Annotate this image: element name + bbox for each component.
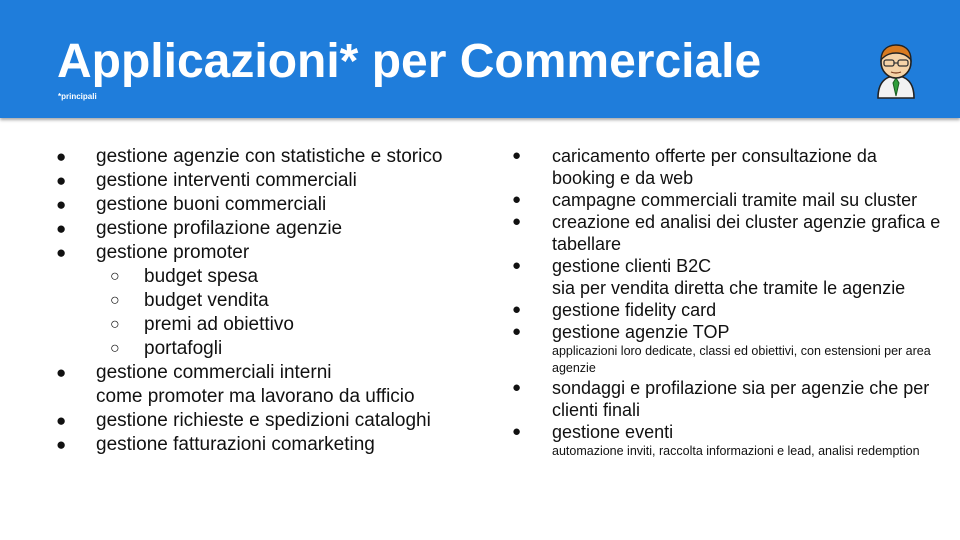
- right-bullet-list: [512, 145, 942, 460]
- sub-list-item: ○ budget vendita: [96, 289, 486, 313]
- list-item: ● gestione agenzie con statistiche e storico: [56, 145, 486, 169]
- list-item: ● gestione buoni commerciali: [56, 193, 486, 217]
- item-note: applicazioni loro dedicate, classi ed obiettivi, con estensioni per area agenzie: [552, 344, 931, 375]
- list-item: ● gestione eventi automazione inviti, raccolta informazioni e lead, analisi redemption: [512, 421, 942, 460]
- list-item: ● gestione promoter ○ budget spesa ○ budget vendita ○ premi ad obiettivo ○ portafogli: [56, 241, 486, 361]
- list-item: ● gestione richieste e spedizioni cataloghi: [56, 409, 486, 433]
- slide-title: Applicazioni* per Commerciale: [57, 35, 762, 88]
- list-item: ● gestione profilazione agenzie: [56, 217, 486, 241]
- list-item: ● gestione commerciali interni come promoter ma lavorano da ufficio: [56, 361, 486, 409]
- list-item: ● sondaggi e profilazione sia per agenzie che per clienti finali: [512, 377, 942, 421]
- sub-list: [96, 265, 486, 361]
- sub-list-item: ○ portafogli: [96, 337, 486, 361]
- list-item: ● gestione interventi commerciali: [56, 169, 486, 193]
- list-item: ● gestione clienti B2C sia per vendita diretta che tramite le agenzie: [512, 255, 942, 299]
- list-item: ● caricamento offerte per consultazione da booking e da web: [512, 145, 942, 189]
- list-item: ● gestione fidelity card: [512, 299, 942, 321]
- item-note: automazione inviti, raccolta informazioni e lead, analisi redemption: [552, 444, 920, 458]
- sub-list-item: ○ premi ad obiettivo: [96, 313, 486, 337]
- list-item: ● gestione agenzie TOP applicazioni loro dedicate, classi ed obiettivi, con estensioni per area agenzie: [512, 321, 942, 377]
- businessman-avatar-icon: [872, 42, 920, 100]
- list-item: ● campagne commerciali tramite mail su cluster: [512, 189, 942, 211]
- title-bar: [0, 0, 960, 118]
- sub-list-item: ○ budget spesa: [96, 265, 486, 289]
- list-item: ● gestione fatturazioni comarketing: [56, 433, 486, 457]
- slide-subtitle: *principali: [58, 92, 97, 101]
- list-item: ● creazione ed analisi dei cluster agenzie grafica e tabellare: [512, 211, 942, 255]
- left-bullet-list: [56, 145, 486, 457]
